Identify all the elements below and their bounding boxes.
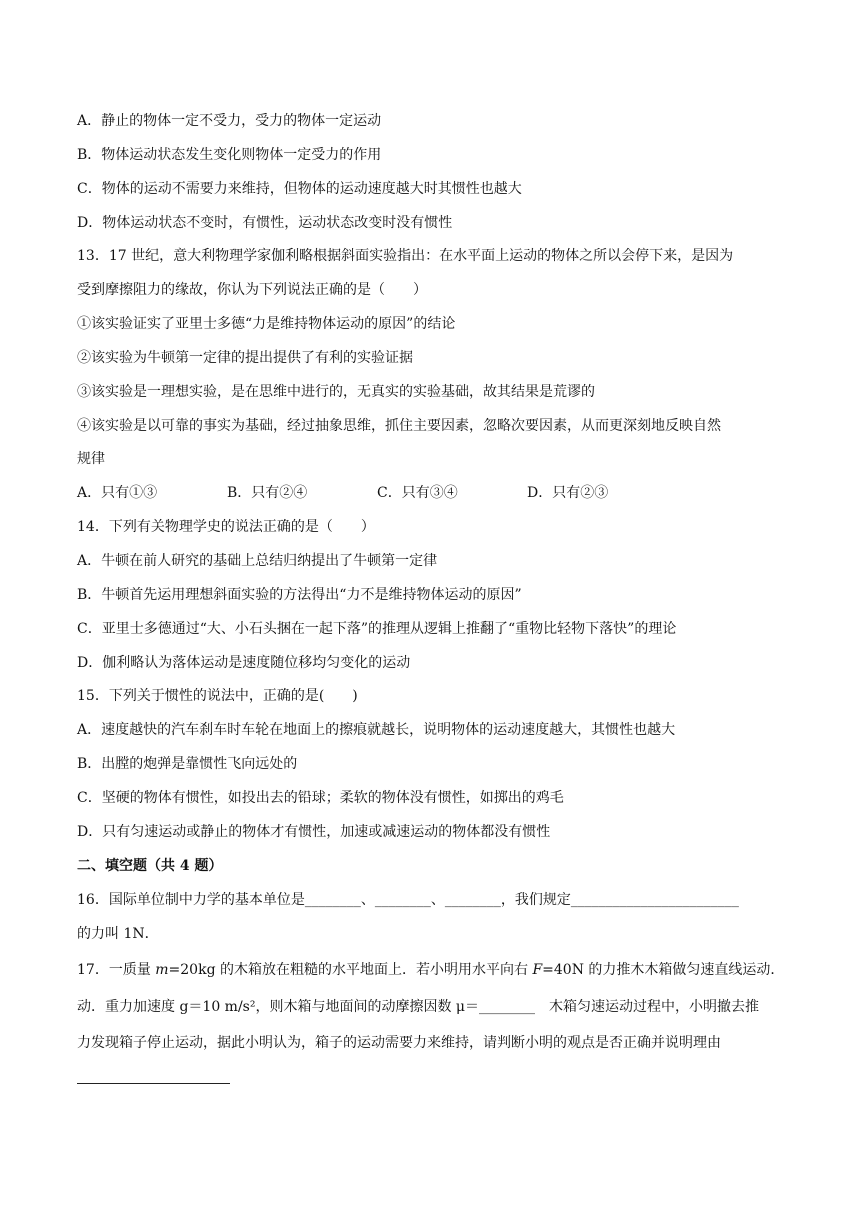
q17-line2: 动．重力加速度 g＝10 m/s²，则木箱与地面间的动摩擦因数 μ＝________ 木箱匀速运动过程中，小明撤去推	[77, 999, 760, 1015]
q15-option-d: D．只有匀速运动或静止的物体才有惯性，加速或减速运动的物体都没有惯性	[77, 824, 551, 840]
q16-line2: 的力叫 1N．	[77, 926, 159, 942]
q14-option-c: C．亚里士多德通过“大、小石头捆在一起下落”的推理从逻辑上推翻了“重物比轻物下落快”的理论	[77, 621, 677, 637]
q17-mass-symbol: m	[155, 962, 169, 978]
q13-statement-3: ③该实验是一理想实验，是在思维中进行的，无真实的实验基础，故其结果是荒谬的	[77, 384, 595, 400]
q13-option-d: D．只有②③	[527, 485, 609, 501]
q14-option-a: A．牛顿在前人研究的基础上总结归纳提出了牛顿第一定律	[77, 553, 438, 569]
q14-stem: 14．下列有关物理学史的说法正确的是（ ）	[77, 519, 375, 535]
q13-statement-4-line1: ④该实验是以可靠的事实为基础，经过抽象思维，抓住主要因素，忽略次要因素，从而更深刻地反映自然	[77, 418, 721, 434]
q14-option-b: B．牛顿首先运用理想斜面实验的方法得出“力不是维持物体运动的原因”	[77, 587, 522, 603]
section-heading: 二、填空题（共 4 题）	[77, 858, 223, 874]
q12-option-d: D．物体运动状态不变时，有惯性，运动状态改变时没有惯性	[77, 215, 453, 231]
q13-option-a: A．只有①③	[77, 485, 158, 501]
q13-option-b: B．只有②④	[227, 485, 308, 501]
q13-statement-2: ②该实验为牛顿第一定律的提出提供了有利的实验证据	[77, 350, 413, 366]
q13-option-c: C．只有③④	[377, 485, 458, 501]
q16-line1: 16．国际单位制中力学的基本单位是________、________、________，我们规定________________________	[77, 892, 739, 908]
q13-statement-1: ①该实验证实了亚里士多德“力是维持物体运动的原因”的结论	[77, 316, 456, 332]
q17-text-b: =20kg 的木箱放在粗糙的水平地面上．若小明用水平向右	[168, 962, 533, 978]
q17-line1	[77, 960, 784, 980]
q12-option-b: B．物体运动状态发生变化则物体一定受力的作用	[77, 147, 382, 163]
q13-stem-line1: 13．17 世纪，意大利物理学家伽利略根据斜面实验指出：在水平面上运动的物体之所以会停下来，是因为	[77, 248, 734, 264]
q17-text-a: 17．一质量	[77, 962, 156, 978]
q13-stem-line2: 受到摩擦阻力的缘故，你认为下列说法正确的是（ ）	[77, 282, 427, 298]
q17-text-c: =40N 的力推木木箱做匀速直线运动．	[542, 962, 785, 978]
q15-option-c: C．坚硬的物体有惯性，如投出去的铅球；柔软的物体没有惯性，如掷出的鸡毛	[77, 790, 564, 806]
q15-option-a: A．速度越快的汽车刹车时车轮在地面上的擦痕就越长，说明物体的运动速度越大，其惯性也越大	[77, 722, 676, 738]
q14-option-d: D．伽利略认为落体运动是速度随位移均匀变化的运动	[77, 655, 411, 671]
q15-stem: 15．下列关于惯性的说法中，正确的是( )	[77, 688, 358, 704]
q13-statement-4-line2: 规律	[77, 451, 105, 467]
answer-blank-line	[77, 1083, 230, 1084]
q15-option-b: B．出膛的炮弹是靠惯性飞向远处的	[77, 756, 298, 772]
q13-options	[77, 483, 677, 503]
q12-option-c: C．物体的运动不需要力来维持，但物体的运动速度越大时其惯性也越大	[77, 181, 522, 197]
q17-line3: 力发现箱子停止运动，据此小明认为，箱子的运动需要力来维持，请判断小明的观点是否正确并说明理由	[77, 1035, 721, 1051]
q17-force-symbol: F	[532, 962, 543, 978]
q12-option-a: A．静止的物体一定不受力，受力的物体一定运动	[77, 113, 382, 129]
